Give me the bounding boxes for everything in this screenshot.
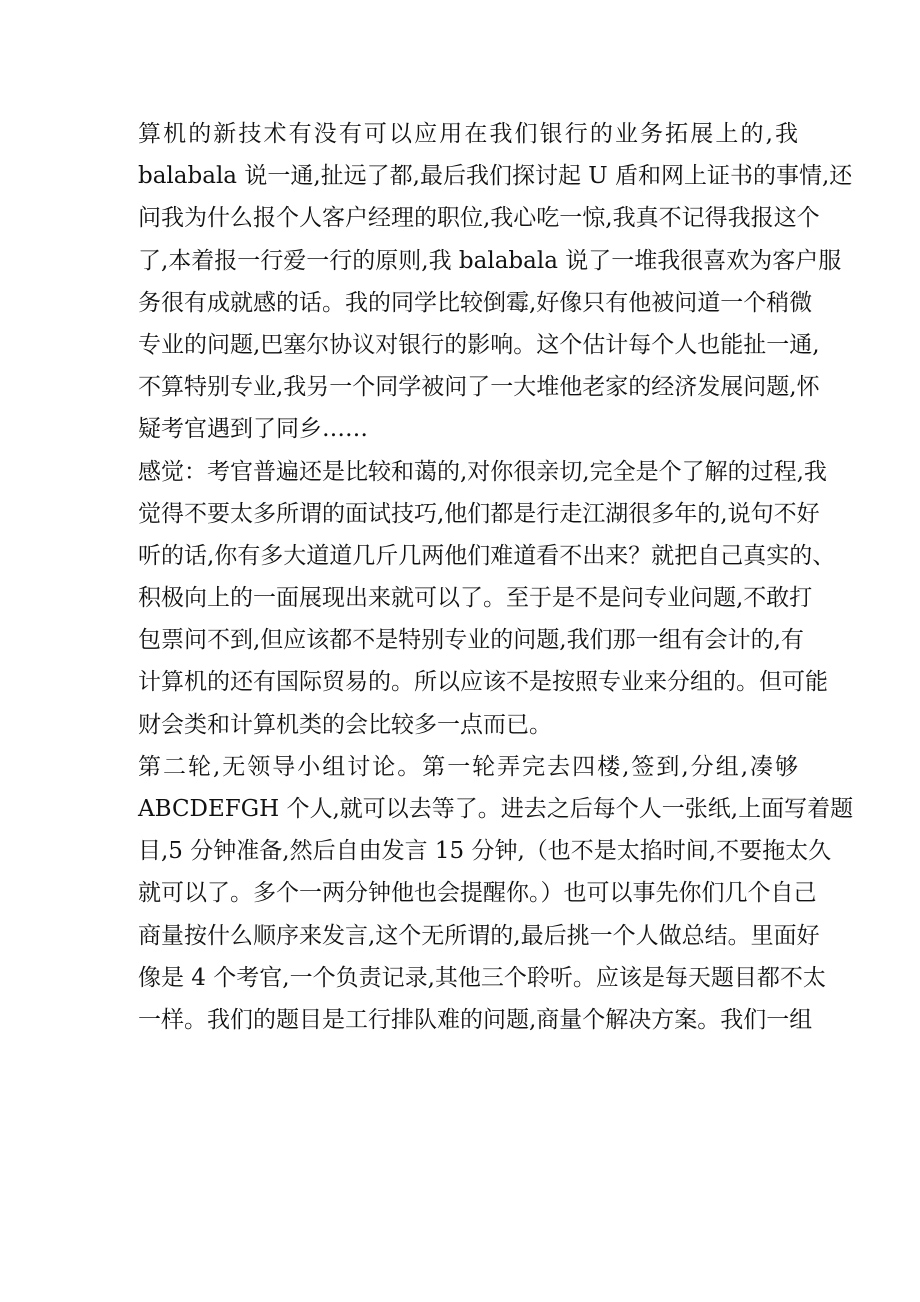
text-line: 一样。我们的题目是工行排队难的问题,商量个解决方案。我们一组 xyxy=(138,1006,813,1033)
text-line: 商量按什么顺序来发言,这个无所谓的,最后挑一个人做总结。里面好 xyxy=(138,922,820,949)
text-line: 第二轮,无领导小组讨论。第一轮弄完去四楼,签到,分组,凑够 xyxy=(138,753,798,780)
text-line: 疑考官遇到了同乡…… xyxy=(138,416,368,443)
text-line: 包票问不到,但应该都不是特别专业的问题,我们那一组有会计的,有 xyxy=(138,627,804,654)
text-line: 务很有成就感的话。我的同学比较倒霉,好像只有他被问道一个稍微 xyxy=(138,289,813,316)
text-line: 就可以了。多个一两分钟他也会提醒你。）也可以事先你们几个自己 xyxy=(138,880,817,907)
text-line: 觉得不要太多所谓的面试技巧,他们都是行走江湖很多年的,说句不好 xyxy=(138,500,820,527)
text-line: 感觉：考官普遍还是比较和蔼的,对你很亲切,完全是个了解的过程,我 xyxy=(138,458,827,485)
text-line: ABCDEFGH 个人,就可以去等了。进去之后每个人一张纸,上面写着题 xyxy=(138,796,854,822)
text-line: 像是 4 个考官,一个负责记录,其他三个聆听。应该是每天题目都不太 xyxy=(138,964,826,991)
text-line: 了,本着报一行爱一行的原则,我 balabala 说了一堆我很喜欢为客户服 xyxy=(138,247,842,274)
text-line: 听的话,你有多大道道几斤几两他们难道看不出来？就把自己真实的、 xyxy=(138,542,836,569)
text-line: 积极向上的一面展现出来就可以了。至于是不是问专业问题,不敢打 xyxy=(138,585,813,612)
text-line: 目,5 分钟准备,然后自由发言 15 分钟,（也不是太掐时间,不要拖太久 xyxy=(138,838,832,865)
text-line: 财会类和计算机类的会比较多一点而已。 xyxy=(138,711,552,738)
text-line: 不算特别专业,我另一个同学被问了一大堆他老家的经济发展问题,怀 xyxy=(138,374,820,401)
text-line: 算机的新技术有没有可以应用在我们银行的业务拓展上的,我 xyxy=(138,121,798,147)
text-line: 专业的问题,巴塞尔协议对银行的影响。这个估计每个人也能扯一通, xyxy=(138,331,820,358)
text-line: balabala 说一通,扯远了都,最后我们探讨起 U 盾和网上证书的事情,还 xyxy=(138,163,853,190)
text-line: 计算机的还有国际贸易的。所以应该不是按照专业来分组的。但可能 xyxy=(138,669,828,696)
body-text xyxy=(138,113,854,1041)
text-line: 问我为什么报个人客户经理的职位,我心吃一惊,我真不记得我报这个 xyxy=(138,205,820,232)
